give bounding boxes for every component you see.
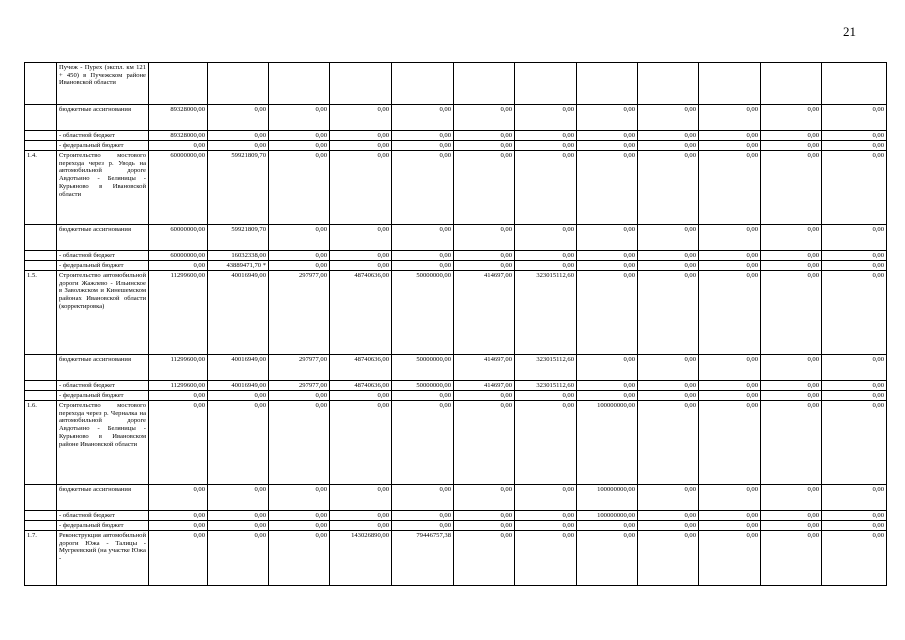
value-cell: 0,00: [330, 391, 392, 401]
value-cell: [149, 63, 208, 105]
value-cell: 60000000,00: [149, 225, 208, 251]
value-cell: 0,00: [208, 511, 269, 521]
row-number-cell: [25, 391, 57, 401]
row-number-cell: [25, 261, 57, 271]
value-cell: 59921809,70: [208, 225, 269, 251]
value-cell: 0,00: [269, 485, 330, 511]
value-cell: 79446757,38: [392, 531, 454, 586]
value-cell: 0,00: [269, 391, 330, 401]
value-cell: 0,00: [822, 531, 887, 586]
value-cell: 0,00: [761, 485, 822, 511]
value-cell: 0,00: [454, 131, 515, 141]
value-cell: 0,00: [638, 391, 699, 401]
value-cell: 0,00: [208, 521, 269, 531]
value-cell: 60000000,00: [149, 251, 208, 261]
value-cell: 0,00: [577, 261, 638, 271]
value-cell: 0,00: [822, 511, 887, 521]
value-cell: 0,00: [515, 131, 577, 141]
value-cell: 0,00: [699, 511, 761, 521]
value-cell: 0,00: [761, 131, 822, 141]
value-cell: 0,00: [761, 261, 822, 271]
value-cell: 0,00: [761, 251, 822, 261]
row-name-cell: бюджетные ассигнования: [57, 355, 149, 381]
value-cell: 0,00: [822, 401, 887, 485]
value-cell: [822, 63, 887, 105]
value-cell: 0,00: [699, 381, 761, 391]
value-cell: 323015112,60: [515, 381, 577, 391]
value-cell: 11299600,00: [149, 355, 208, 381]
value-cell: 0,00: [392, 225, 454, 251]
value-cell: [638, 63, 699, 105]
row-name-cell: бюджетные ассигнования: [57, 105, 149, 131]
value-cell: 0,00: [515, 531, 577, 586]
value-cell: 0,00: [822, 151, 887, 225]
value-cell: 414697,00: [454, 355, 515, 381]
value-cell: 0,00: [699, 141, 761, 151]
value-cell: 0,00: [392, 151, 454, 225]
value-cell: 100000000,00: [577, 401, 638, 485]
table-row: [25, 521, 887, 531]
value-cell: 0,00: [330, 521, 392, 531]
value-cell: 0,00: [515, 511, 577, 521]
value-cell: 0,00: [577, 521, 638, 531]
table-row: [25, 485, 887, 511]
table-row: [25, 151, 887, 225]
value-cell: 0,00: [638, 251, 699, 261]
row-number-cell: 1.7.: [25, 531, 57, 586]
value-cell: 89328000,00: [149, 105, 208, 131]
value-cell: 50000000,00: [392, 355, 454, 381]
table-row: [25, 141, 887, 151]
budget-table: [24, 62, 887, 586]
value-cell: 0,00: [330, 511, 392, 521]
value-cell: 0,00: [577, 131, 638, 141]
value-cell: 0,00: [515, 391, 577, 401]
value-cell: 0,00: [822, 381, 887, 391]
row-number-cell: [25, 105, 57, 131]
value-cell: 0,00: [515, 251, 577, 261]
row-name-cell: бюджетные ассигнования: [57, 485, 149, 511]
value-cell: [208, 63, 269, 105]
value-cell: 0,00: [269, 151, 330, 225]
value-cell: 0,00: [699, 485, 761, 511]
table-row: [25, 531, 887, 586]
row-name-cell: Реконструкция автомобильной дороги Южа - Талицы - Мугреевский (на участке Южа -: [57, 531, 149, 586]
value-cell: 0,00: [699, 355, 761, 381]
value-cell: 0,00: [577, 271, 638, 355]
value-cell: 0,00: [454, 251, 515, 261]
value-cell: 0,00: [208, 401, 269, 485]
value-cell: 0,00: [822, 261, 887, 271]
value-cell: 50000000,00: [392, 271, 454, 355]
table-row: [25, 355, 887, 381]
page-number: 21: [843, 24, 856, 39]
row-number-cell: [25, 251, 57, 261]
value-cell: 0,00: [638, 531, 699, 586]
row-number-cell: [25, 63, 57, 105]
row-name-cell: Строительство мостового перехода через р. Черналка на автомобильной дороге Авдотьино - Беляницы - Курьяново в Ивановском районе Ивановской области: [57, 401, 149, 485]
value-cell: 0,00: [638, 381, 699, 391]
table-row: [25, 261, 887, 271]
value-cell: 0,00: [515, 105, 577, 131]
value-cell: 0,00: [149, 511, 208, 521]
value-cell: 0,00: [392, 485, 454, 511]
value-cell: 100000000,00: [577, 511, 638, 521]
value-cell: 0,00: [761, 531, 822, 586]
row-name-cell: - федеральный бюджет: [57, 261, 149, 271]
value-cell: 0,00: [577, 225, 638, 251]
value-cell: [454, 63, 515, 105]
table-row: [25, 271, 887, 355]
row-name-cell: - областной бюджет: [57, 251, 149, 261]
value-cell: 0,00: [392, 105, 454, 131]
value-cell: 0,00: [699, 401, 761, 485]
row-number-cell: [25, 225, 57, 251]
value-cell: 0,00: [699, 531, 761, 586]
value-cell: 0,00: [515, 521, 577, 531]
value-cell: 0,00: [269, 251, 330, 261]
value-cell: 323015112,60: [515, 355, 577, 381]
value-cell: 0,00: [330, 131, 392, 141]
value-cell: 0,00: [454, 151, 515, 225]
value-cell: 48740636,00: [330, 271, 392, 355]
value-cell: 0,00: [454, 485, 515, 511]
value-cell: 0,00: [577, 105, 638, 131]
value-cell: 0,00: [699, 391, 761, 401]
value-cell: 0,00: [454, 401, 515, 485]
value-cell: 297977,00: [269, 381, 330, 391]
value-cell: 0,00: [638, 271, 699, 355]
value-cell: 0,00: [699, 131, 761, 141]
value-cell: 0,00: [330, 105, 392, 131]
value-cell: 0,00: [699, 151, 761, 225]
value-cell: 297977,00: [269, 355, 330, 381]
value-cell: 0,00: [149, 485, 208, 511]
value-cell: 0,00: [392, 511, 454, 521]
row-number-cell: [25, 355, 57, 381]
table-row: [25, 105, 887, 131]
value-cell: 0,00: [269, 105, 330, 131]
row-number-cell: [25, 141, 57, 151]
value-cell: 0,00: [638, 511, 699, 521]
value-cell: 0,00: [577, 391, 638, 401]
value-cell: 0,00: [392, 261, 454, 271]
value-cell: 0,00: [577, 251, 638, 261]
value-cell: 0,00: [515, 261, 577, 271]
value-cell: 0,00: [577, 355, 638, 381]
value-cell: 0,00: [454, 521, 515, 531]
value-cell: 0,00: [638, 401, 699, 485]
table-row: [25, 391, 887, 401]
value-cell: 0,00: [454, 105, 515, 131]
value-cell: 0,00: [392, 141, 454, 151]
value-cell: 0,00: [454, 391, 515, 401]
value-cell: 0,00: [577, 531, 638, 586]
value-cell: 0,00: [638, 151, 699, 225]
value-cell: 0,00: [761, 151, 822, 225]
value-cell: 0,00: [208, 485, 269, 511]
value-cell: 100000000,00: [577, 485, 638, 511]
value-cell: 0,00: [638, 105, 699, 131]
value-cell: 40016949,00: [208, 271, 269, 355]
table-row: [25, 511, 887, 521]
value-cell: 0,00: [638, 261, 699, 271]
value-cell: 0,00: [208, 531, 269, 586]
row-number-cell: [25, 131, 57, 141]
value-cell: 0,00: [392, 131, 454, 141]
value-cell: 0,00: [208, 391, 269, 401]
value-cell: 0,00: [699, 271, 761, 355]
value-cell: 0,00: [515, 225, 577, 251]
value-cell: 11299600,00: [149, 381, 208, 391]
value-cell: 0,00: [269, 511, 330, 521]
value-cell: 0,00: [392, 521, 454, 531]
value-cell: 0,00: [638, 521, 699, 531]
value-cell: 0,00: [822, 521, 887, 531]
value-cell: 143026890,00: [330, 531, 392, 586]
value-cell: 0,00: [699, 261, 761, 271]
row-number-cell: [25, 521, 57, 531]
value-cell: 0,00: [330, 485, 392, 511]
value-cell: 0,00: [577, 381, 638, 391]
row-name-cell: Строительство мостового перехода через р. Уводь на автомобильной дороге Авдотьино - Беляницы - Курьяново в Ивановской области: [57, 151, 149, 225]
value-cell: 0,00: [761, 401, 822, 485]
value-cell: 0,00: [269, 131, 330, 141]
value-cell: [699, 63, 761, 105]
value-cell: 0,00: [149, 261, 208, 271]
value-cell: 40016949,00: [208, 355, 269, 381]
value-cell: 0,00: [269, 531, 330, 586]
value-cell: [392, 63, 454, 105]
value-cell: [330, 63, 392, 105]
value-cell: 0,00: [330, 251, 392, 261]
table-row: [25, 381, 887, 391]
table-body: [25, 63, 887, 586]
row-number-cell: [25, 381, 57, 391]
row-name-cell: Пучеж - Пурех (экспл. км 121 + 450) в Пучежском районе Ивановской области: [57, 63, 149, 105]
value-cell: 0,00: [149, 521, 208, 531]
value-cell: 0,00: [330, 151, 392, 225]
value-cell: 0,00: [454, 225, 515, 251]
value-cell: 297977,00: [269, 271, 330, 355]
value-cell: 0,00: [822, 131, 887, 141]
value-cell: 0,00: [699, 251, 761, 261]
value-cell: 0,00: [761, 225, 822, 251]
row-name-cell: - федеральный бюджет: [57, 521, 149, 531]
value-cell: 0,00: [699, 225, 761, 251]
value-cell: 16032338,00: [208, 251, 269, 261]
value-cell: 0,00: [699, 105, 761, 131]
row-number-cell: [25, 511, 57, 521]
value-cell: 0,00: [515, 485, 577, 511]
value-cell: 0,00: [761, 141, 822, 151]
value-cell: 0,00: [822, 105, 887, 131]
value-cell: 50000000,00: [392, 381, 454, 391]
value-cell: 0,00: [149, 401, 208, 485]
value-cell: 40016949,00: [208, 381, 269, 391]
table-row: [25, 401, 887, 485]
value-cell: 0,00: [822, 391, 887, 401]
value-cell: 0,00: [149, 141, 208, 151]
value-cell: 0,00: [208, 141, 269, 151]
table-row: [25, 63, 887, 105]
value-cell: 0,00: [515, 141, 577, 151]
value-cell: 0,00: [822, 355, 887, 381]
value-cell: 0,00: [761, 271, 822, 355]
value-cell: 0,00: [761, 105, 822, 131]
table-row: [25, 251, 887, 261]
value-cell: 0,00: [454, 531, 515, 586]
value-cell: 43889471,70 *: [208, 261, 269, 271]
value-cell: 59921809,70: [208, 151, 269, 225]
value-cell: 0,00: [454, 261, 515, 271]
value-cell: 0,00: [269, 521, 330, 531]
value-cell: [761, 63, 822, 105]
value-cell: 11299600,00: [149, 271, 208, 355]
value-cell: 0,00: [454, 511, 515, 521]
row-name-cell: - федеральный бюджет: [57, 391, 149, 401]
value-cell: 0,00: [208, 131, 269, 141]
value-cell: 48740636,00: [330, 381, 392, 391]
row-name-cell: бюджетные ассигнования: [57, 225, 149, 251]
row-name-cell: - областной бюджет: [57, 381, 149, 391]
row-number-cell: 1.5.: [25, 271, 57, 355]
value-cell: 48740636,00: [330, 355, 392, 381]
value-cell: 414697,00: [454, 381, 515, 391]
value-cell: 0,00: [638, 485, 699, 511]
value-cell: 60000000,00: [149, 151, 208, 225]
value-cell: 0,00: [392, 401, 454, 485]
value-cell: 0,00: [638, 131, 699, 141]
table-row: [25, 131, 887, 141]
value-cell: 0,00: [330, 261, 392, 271]
value-cell: 0,00: [822, 225, 887, 251]
row-name-cell: - федеральный бюджет: [57, 141, 149, 151]
value-cell: 0,00: [149, 531, 208, 586]
value-cell: 0,00: [761, 521, 822, 531]
value-cell: 0,00: [330, 401, 392, 485]
value-cell: 0,00: [515, 401, 577, 485]
value-cell: 0,00: [330, 141, 392, 151]
value-cell: 0,00: [761, 511, 822, 521]
row-number-cell: 1.4.: [25, 151, 57, 225]
value-cell: [577, 63, 638, 105]
value-cell: 0,00: [761, 391, 822, 401]
table-row: [25, 225, 887, 251]
value-cell: 0,00: [269, 401, 330, 485]
value-cell: 0,00: [515, 151, 577, 225]
value-cell: 0,00: [822, 271, 887, 355]
value-cell: 0,00: [638, 141, 699, 151]
value-cell: 414697,00: [454, 271, 515, 355]
value-cell: 0,00: [269, 141, 330, 151]
value-cell: 0,00: [208, 105, 269, 131]
value-cell: 0,00: [330, 225, 392, 251]
value-cell: [269, 63, 330, 105]
row-name-cell: Строительство автомобильной дороги Жажлево - Ильинское в Заволжском и Кинешемском районах Ивановской области (корректировка): [57, 271, 149, 355]
value-cell: 0,00: [822, 251, 887, 261]
value-cell: 0,00: [392, 391, 454, 401]
row-name-cell: - областной бюджет: [57, 511, 149, 521]
row-number-cell: [25, 485, 57, 511]
value-cell: 0,00: [761, 355, 822, 381]
value-cell: 0,00: [638, 355, 699, 381]
value-cell: 0,00: [269, 225, 330, 251]
value-cell: 0,00: [392, 251, 454, 261]
value-cell: 0,00: [149, 391, 208, 401]
value-cell: 0,00: [577, 151, 638, 225]
value-cell: [515, 63, 577, 105]
value-cell: 89328000,00: [149, 131, 208, 141]
value-cell: 0,00: [822, 141, 887, 151]
value-cell: 0,00: [454, 141, 515, 151]
value-cell: 0,00: [761, 381, 822, 391]
value-cell: 0,00: [577, 141, 638, 151]
value-cell: 0,00: [638, 225, 699, 251]
value-cell: 323015112,60: [515, 271, 577, 355]
value-cell: 0,00: [269, 261, 330, 271]
row-name-cell: - областной бюджет: [57, 131, 149, 141]
value-cell: 0,00: [822, 485, 887, 511]
row-number-cell: 1.6.: [25, 401, 57, 485]
value-cell: 0,00: [699, 521, 761, 531]
